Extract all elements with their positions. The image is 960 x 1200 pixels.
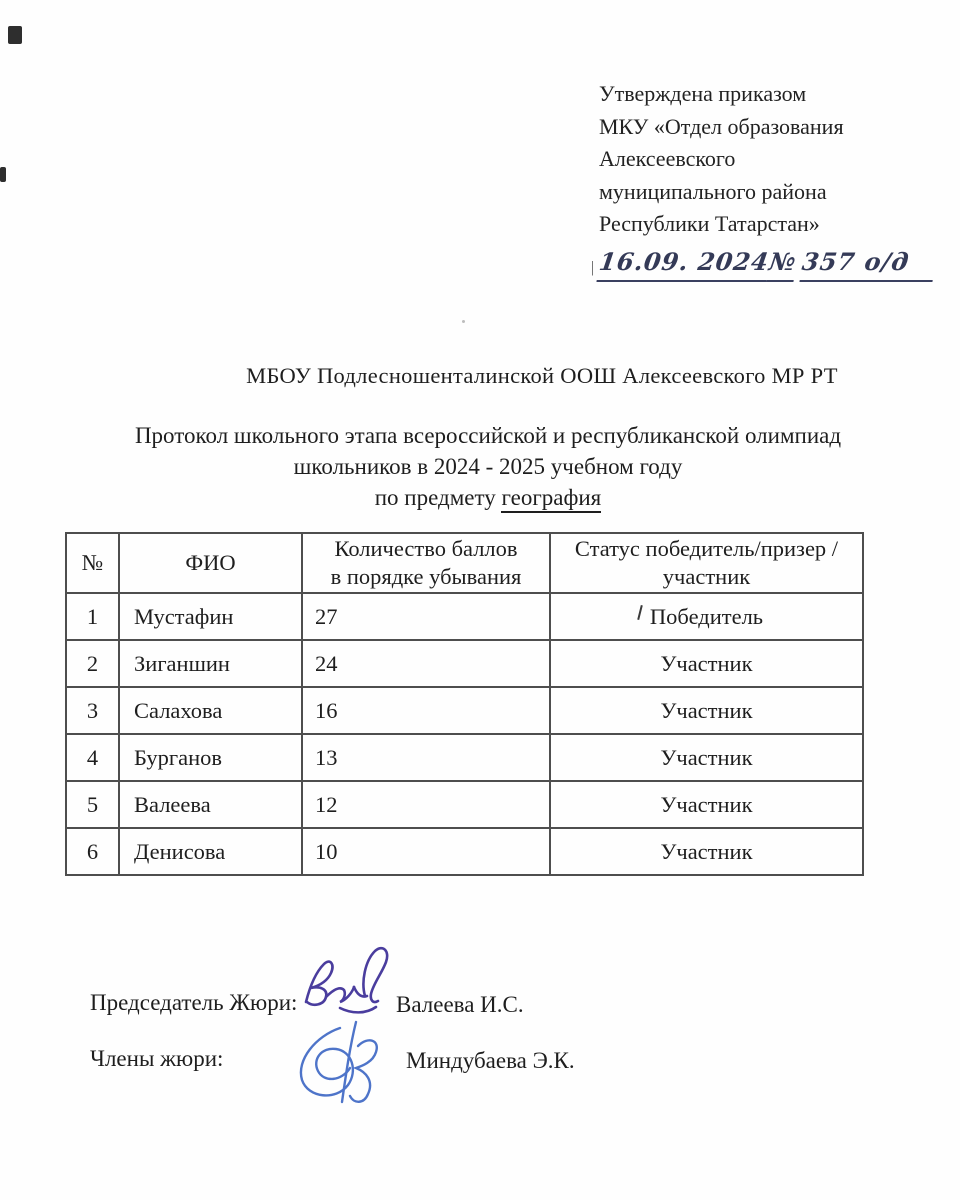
table-row bbox=[66, 687, 863, 734]
approval-line: муниципального района bbox=[599, 178, 827, 204]
approval-block bbox=[591, 78, 944, 281]
cell-fio: Валеева bbox=[119, 781, 302, 828]
protocol-title bbox=[8, 420, 960, 513]
col-header-num: № bbox=[66, 533, 119, 593]
school-title: МБОУ Подлесношенталинской ООШ Алексеевского МР РТ bbox=[246, 363, 838, 388]
cell-fio: Зиганшин bbox=[119, 640, 302, 687]
cell-status: Участник bbox=[550, 687, 863, 734]
tick-mark: | bbox=[591, 258, 595, 276]
col-header-status-line1: Статус победитель/призер / bbox=[574, 536, 839, 561]
approval-date-line bbox=[591, 246, 944, 282]
cell-score: 24 bbox=[302, 640, 550, 687]
protocol-title-line2: школьников в 2024 - 2025 учебном году bbox=[293, 454, 683, 479]
chairman-name: Валеева И.С. bbox=[396, 992, 524, 1017]
approval-line: Утверждена приказом bbox=[599, 81, 807, 106]
cell-fio: Мустафин bbox=[119, 593, 302, 640]
protocol-title-line1: Протокол школьного этапа всероссийской и республиканской олимпиад bbox=[134, 423, 842, 448]
cell-fio: Бурганов bbox=[119, 734, 302, 781]
cell-status: Участник bbox=[550, 640, 863, 687]
col-header-score-line1: Количество баллов bbox=[334, 536, 518, 561]
approval-line: Алексеевского bbox=[599, 146, 736, 171]
cell-score: 16 bbox=[302, 687, 550, 734]
number-sign: № bbox=[766, 246, 798, 282]
cell-fio: Салахова bbox=[119, 687, 302, 734]
handwritten-number: 357 о/д bbox=[799, 246, 937, 282]
members-name: Миндубаева Э.К. bbox=[406, 1048, 575, 1073]
cell-num: 1 bbox=[66, 593, 119, 640]
cell-num: 2 bbox=[66, 640, 119, 687]
cell-status: Участник bbox=[550, 781, 863, 828]
scan-speck bbox=[462, 320, 465, 323]
col-header-status-line2: участник bbox=[662, 564, 751, 589]
subject-prefix: по предмету bbox=[374, 485, 502, 510]
cell-status: Участник bbox=[550, 828, 863, 875]
members-label: Члены жюри: bbox=[90, 1046, 224, 1071]
cell-num: 5 bbox=[66, 781, 119, 828]
cell-score: 10 bbox=[302, 828, 550, 875]
col-header-score bbox=[302, 533, 550, 593]
table-row bbox=[66, 593, 863, 640]
handwritten-date: 16.09. 2024 bbox=[597, 246, 772, 282]
cell-num: 6 bbox=[66, 828, 119, 875]
col-header-fio: ФИО bbox=[119, 533, 302, 593]
protocol-title-line3 bbox=[8, 482, 960, 513]
cell-score: 27 bbox=[302, 593, 550, 640]
chairman-label: Председатель Жюри: bbox=[90, 990, 298, 1015]
cell-score: 13 bbox=[302, 734, 550, 781]
cell-status: Участник bbox=[550, 734, 863, 781]
cell-num: 4 bbox=[66, 734, 119, 781]
cell-score: 12 bbox=[302, 781, 550, 828]
table-row bbox=[66, 640, 863, 687]
col-header-status bbox=[550, 533, 863, 593]
table-row bbox=[66, 781, 863, 828]
cell-fio: Денисова bbox=[119, 828, 302, 875]
cell-num: 3 bbox=[66, 687, 119, 734]
ink-mark bbox=[637, 605, 643, 620]
col-header-score-line2: в порядке убывания bbox=[330, 564, 522, 589]
scan-artifact bbox=[8, 26, 22, 44]
scan-artifact bbox=[0, 167, 6, 182]
results-table bbox=[65, 532, 864, 876]
approval-line: МКУ «Отдел образования bbox=[599, 113, 844, 139]
subject-name: география bbox=[501, 485, 601, 513]
cell-status-text: Победитель bbox=[649, 603, 764, 629]
approval-line: Республики Татарстан» bbox=[599, 211, 820, 236]
table-row bbox=[66, 828, 863, 875]
cell-status bbox=[550, 593, 863, 640]
table-header-row bbox=[66, 533, 863, 593]
table-row bbox=[66, 734, 863, 781]
member-signature bbox=[278, 1016, 398, 1108]
